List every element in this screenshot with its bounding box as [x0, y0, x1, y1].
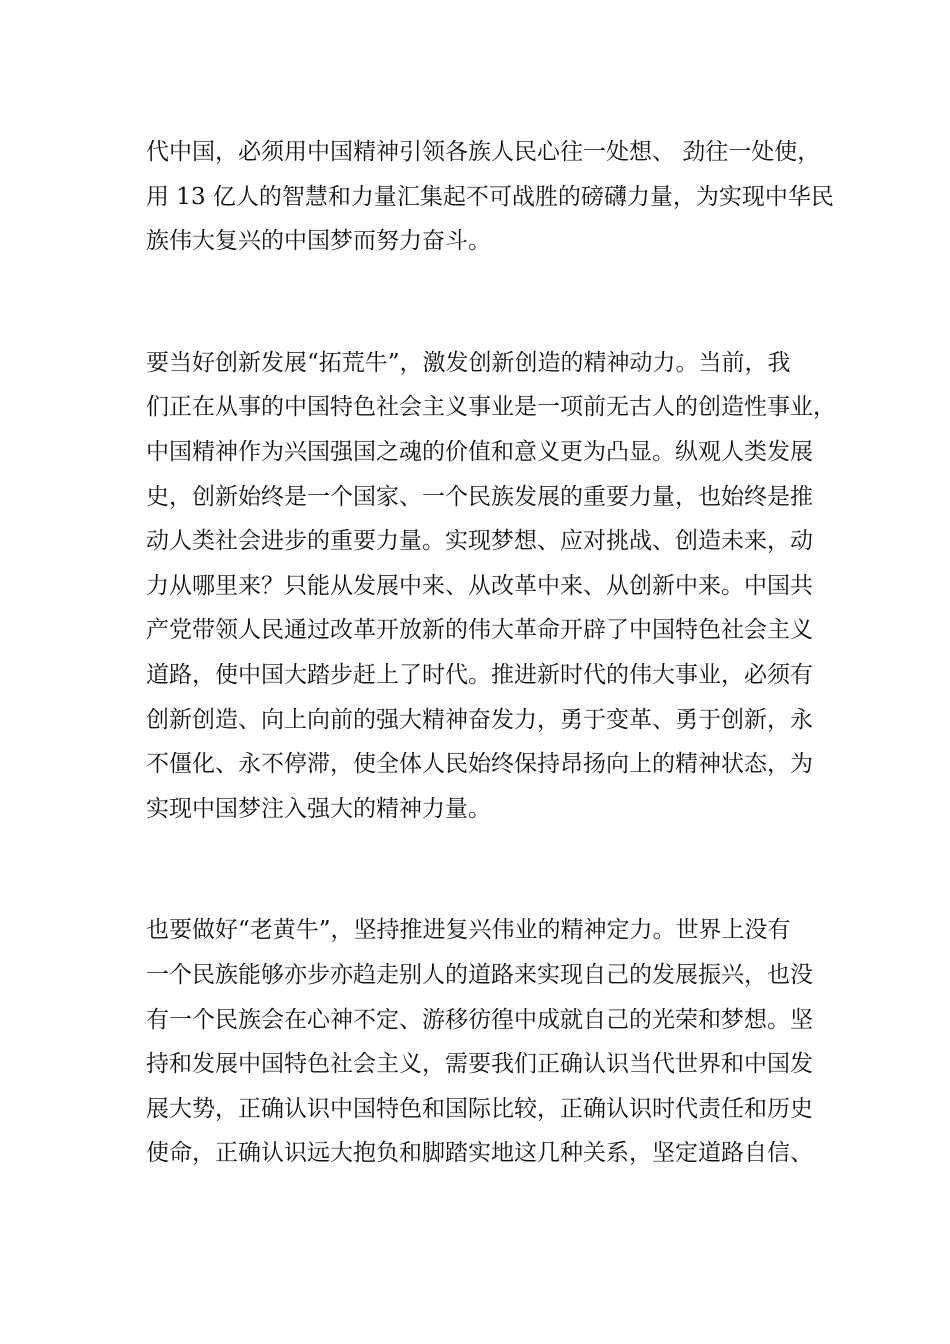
- text-line: 使命，正确认识远大抱负和脚踏实地这几种关系，坚定道路自信、: [146, 1140, 813, 1167]
- text-line: 一个民族能够亦步亦趋走别人的道路来实现自己的发展振兴，也没: [146, 961, 813, 988]
- paragraph-gap: [146, 264, 806, 341]
- text-line: 展大势，正确认识中国特色和国际比较，正确认识时代责任和历史: [146, 1095, 813, 1122]
- text-line: 实现中国梦注入强大的精神力量。: [146, 795, 491, 822]
- paragraph-3: [146, 908, 813, 1176]
- text-line: 创新创造、向上向前的强大精神奋发力，勇于变革、勇于创新，永: [146, 706, 813, 733]
- paragraph-1: [146, 130, 834, 264]
- text-line: 不僵化、永不停滞，使全体人民始终保持昂扬向上的精神状态，为: [146, 751, 813, 778]
- text-line: 有一个民族会在心神不定、游移彷徨中成就自己的光荣和梦想。坚: [146, 1006, 813, 1033]
- text-line: 族伟大复兴的中国梦而努力奋斗。: [146, 228, 491, 255]
- text-line: 用 13 亿人的智慧和力量汇集起不可战胜的磅礴力量，为实现中华民: [146, 183, 834, 210]
- text-line: 们正在从事的中国特色社会主义事业是一项前无古人的创造性事业，: [146, 394, 836, 421]
- text-line: 要当好创新发展“拓荒牛”，激发创新创造的精神动力。当前，我: [146, 349, 791, 376]
- text-line: 力从哪里来？只能从发展中来、从改革中来、从创新中来。中国共: [146, 572, 813, 599]
- text-line: 中国精神作为兴国强国之魂的价值和意义更为凸显。纵观人类发展: [146, 438, 813, 465]
- text-line: 持和发展中国特色社会主义，需要我们正确认识当代世界和中国发: [146, 1051, 813, 1078]
- text-line: 也要做好“老黄牛”，坚持推进复兴伟业的精神定力。世界上没有: [146, 917, 791, 944]
- text-line: 动人类社会进步的重要力量。实现梦想、应对挑战、创造未来，动: [146, 528, 813, 555]
- paragraph-2: [146, 341, 836, 832]
- text-line: 产党带领人民通过改革开放新的伟大革命开辟了中国特色社会主义: [146, 617, 813, 644]
- document-body: [146, 130, 836, 1176]
- paragraph-gap: [146, 831, 806, 908]
- text-line: 史，创新始终是一个国家、一个民族发展的重要力量，也始终是推: [146, 483, 813, 510]
- text-line: 道路，使中国大踏步赶上了时代。推进新时代的伟大事业，必须有: [146, 661, 813, 688]
- text-line: 代中国，必须用中国精神引领各族人民心往一处想、 劲往一处使，: [146, 139, 821, 165]
